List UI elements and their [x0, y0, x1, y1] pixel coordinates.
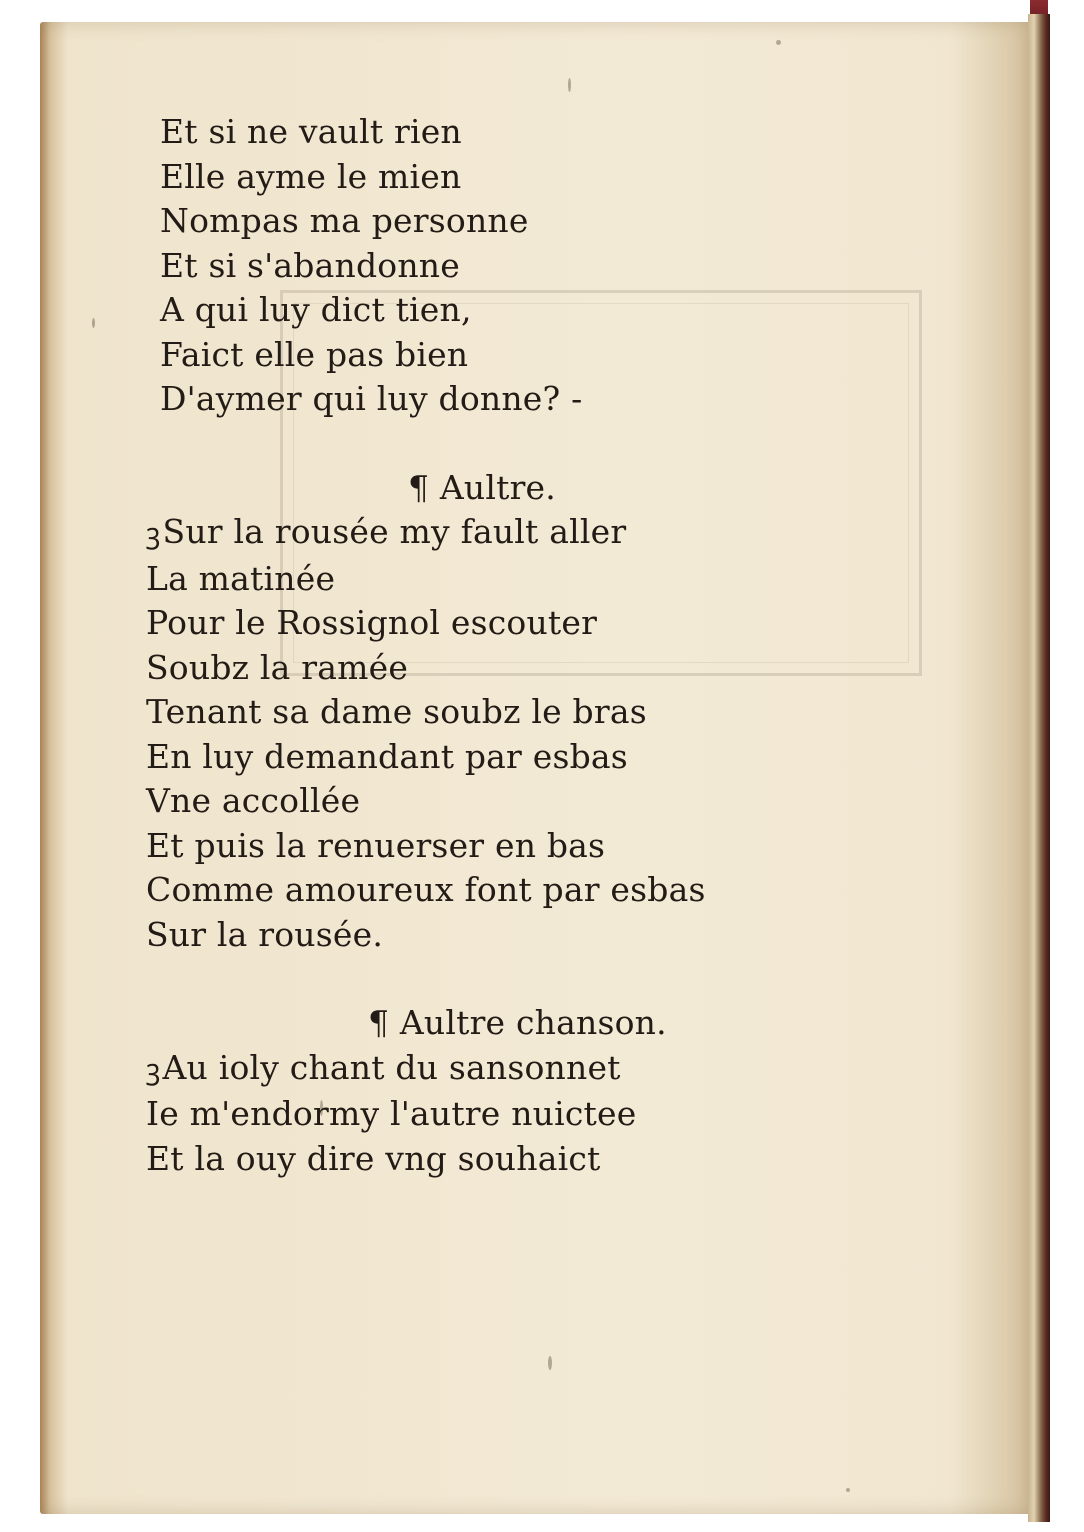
verse-line: Sur la rousée.	[146, 914, 384, 954]
verse-line-text: Au ioly chant du sansonnet	[162, 1047, 621, 1087]
verse-line: A qui luy dict tien,	[160, 290, 472, 329]
verse-line: Pour le Rossignol escouter	[146, 603, 598, 642]
verse-line: Comme amoureux font par esbas	[146, 870, 706, 909]
verse-block-rousee	[146, 510, 866, 957]
speck	[846, 1488, 850, 1492]
verse-line: Soubz la ramée	[146, 647, 409, 687]
verse-line: Et la ouy dire vng souhaict	[146, 1138, 601, 1178]
verse-line: Et si s'abandonne	[160, 245, 460, 285]
verse-line: D'aymer qui luy donne? -	[160, 379, 583, 418]
verse-line: Et puis la renuerser en bas	[146, 825, 606, 865]
verse-line-first	[146, 1046, 866, 1093]
verse-line-text: Sur la rousée my fault aller	[162, 512, 627, 551]
section-heading-aultre: ¶ Aultre.	[408, 467, 556, 507]
book-spine	[1028, 14, 1050, 1522]
speck	[568, 78, 571, 92]
verse-line: Faict elle pas bien	[160, 334, 469, 374]
speck	[548, 1356, 552, 1370]
verse-line: Vne accollée	[146, 781, 361, 820]
verse-line: Ie m'endormy l'autre nuictee	[146, 1094, 637, 1133]
verse-line: En luy demandant par esbas	[146, 736, 628, 776]
verse-line: Elle ayme le mien	[160, 156, 462, 196]
verse-block-sansonnet	[146, 1046, 866, 1182]
verse-line: Tenant sa dame soubz le bras	[146, 692, 647, 731]
verse-line-first	[146, 510, 866, 557]
speck	[92, 318, 95, 328]
speck	[776, 40, 781, 45]
verse-line: La matinée	[146, 558, 336, 598]
page-text	[146, 110, 866, 1181]
fleuron-marker: ꝫ	[146, 1052, 161, 1086]
fleuron-marker: ꝫ	[146, 517, 161, 550]
section-heading-aultre-chanson: ¶ Aultre chanson.	[368, 1003, 667, 1042]
verse-block-top	[146, 110, 866, 422]
verse-line: Et si ne vault rien	[160, 112, 462, 151]
verse-line: Nompas ma personne	[160, 201, 529, 240]
